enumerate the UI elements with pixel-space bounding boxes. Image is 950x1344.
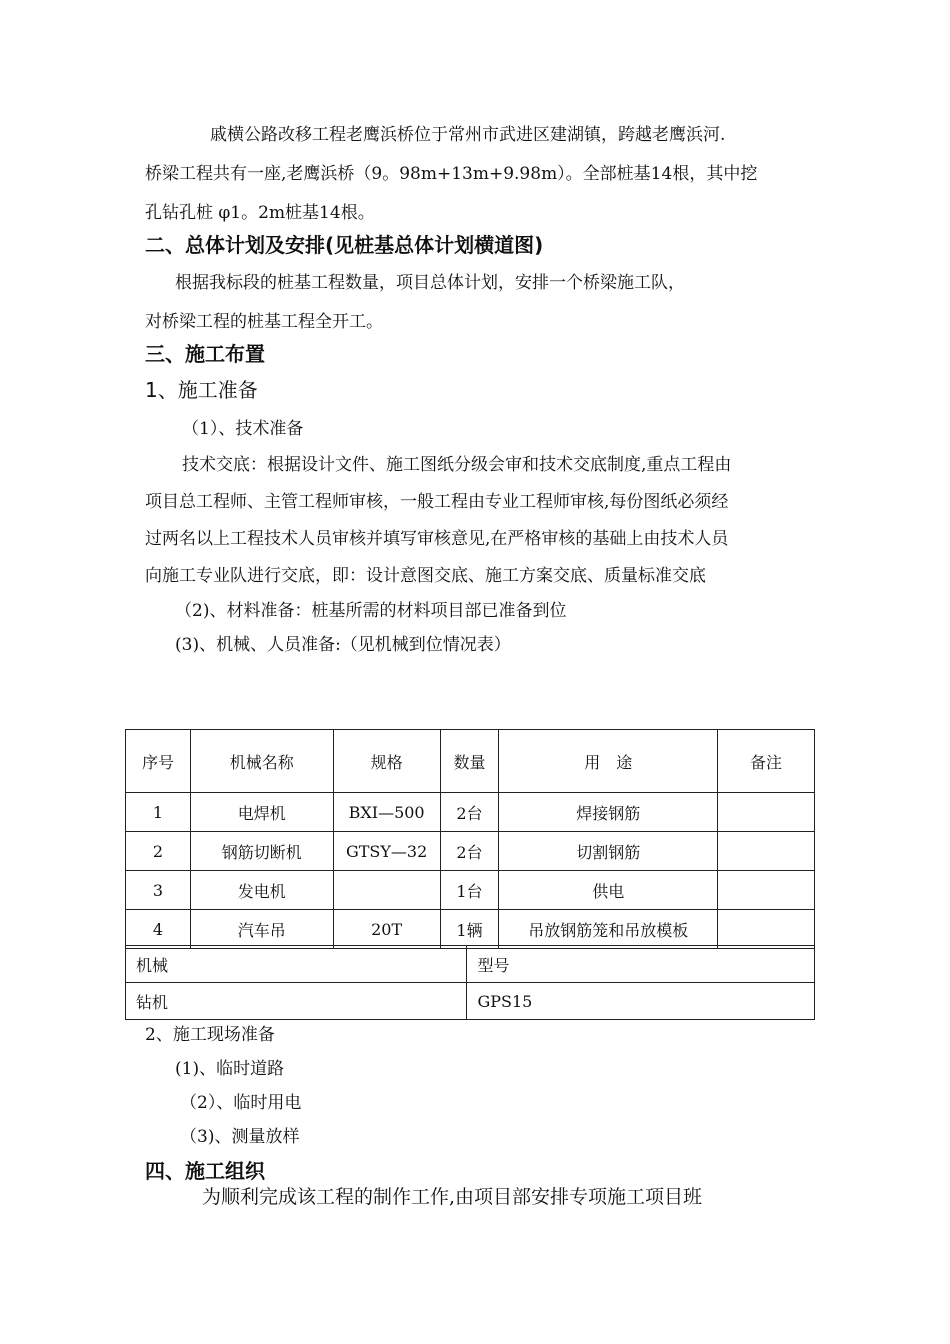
tech-line-2: 项目总工程师、主管工程师审核，一般工程由专业工程师审核,每份图纸必须经 [145,492,729,512]
header-cell: 机械名称 [190,730,333,793]
table-row [126,983,815,1020]
cell: 切割钢筋 [499,832,718,871]
cell: 20T [333,910,440,949]
tech-prep-label: （1）、技术准备 [182,419,304,439]
header-cell: 备注 [718,730,815,793]
tech-line-1: 技术交底：根据设计文件、施工图纸分级会审和技术交底制度,重点工程由 [182,455,732,475]
model-table [125,945,815,1020]
cell: 汽车吊 [190,910,333,949]
section-2-title: 二、总体计划及安排(见桩基总体计划横道图) [145,233,544,257]
cell: 3 [126,871,191,910]
cell: 钢筋切断机 [190,832,333,871]
intro-line-2: 桥梁工程共有一座,老鹰浜桥（9。98m+13m+9.98m）。全部桩基14根，其中挖 [145,164,758,184]
tech-line-3: 过两名以上工程技术人员审核并填写审核意见,在严格审核的基础上由技术人员 [145,529,729,549]
intro-line-3: 孔钻孔桩 φ1。2m桩基14根。 [145,203,375,223]
site-prep-item-3: （3)、测量放样 [180,1127,300,1147]
cell: 2 [126,832,191,871]
cell: 吊放钢筋笼和吊放模板 [499,910,718,949]
cell [718,871,815,910]
section-3-title: 三、施工布置 [145,342,265,366]
cell: 2台 [440,832,499,871]
machine-prep: (3)、机械、人员准备:（见机械到位情况表） [175,635,511,655]
model-table-header [126,946,815,983]
site-prep-title: 2、施工现场准备 [145,1025,275,1045]
cell: 发电机 [190,871,333,910]
table-row [126,832,815,871]
cell: 4 [126,910,191,949]
cell [718,793,815,832]
machine-table [125,729,815,949]
cell: 焊接钢筋 [499,793,718,832]
table-row [126,871,815,910]
cell [718,910,815,949]
section-2-line-2: 对桥梁工程的桩基工程全开工。 [145,312,383,332]
intro-line-1: 戚横公路改移工程老鹰浜桥位于常州市武进区建湖镇，跨越老鹰浜河. [210,125,726,145]
section-3-subtitle-1: 1、施工准备 [145,378,258,402]
cell: 1辆 [440,910,499,949]
cell: 1 [126,793,191,832]
header-cell: 规格 [333,730,440,793]
cell: 1台 [440,871,499,910]
section-2-line-1: 根据我标段的桩基工程数量，项目总体计划，安排一个桥梁施工队， [175,273,685,293]
cell: 供电 [499,871,718,910]
header-cell: 数量 [440,730,499,793]
section-4-line-1: 为顺利完成该工程的制作工作,由项目部安排专项施工项目班 [202,1186,703,1208]
table-row [126,793,815,832]
cell: GTSY—32 [333,832,440,871]
cell: BXI—500 [333,793,440,832]
header-cell: 用 途 [499,730,718,793]
cell [718,832,815,871]
cell: GPS15 [467,983,815,1020]
machine-table-header [126,730,815,793]
table-row [126,910,815,949]
cell: 钻机 [126,983,467,1020]
site-prep-item-1: (1)、临时道路 [175,1059,285,1079]
material-prep: （2)、材料准备：桩基所需的材料项目部已准备到位 [175,601,567,621]
cell: 2台 [440,793,499,832]
header-cell: 机械 [126,946,467,983]
site-prep-item-2: （2）、临时用电 [180,1093,302,1113]
header-cell: 序号 [126,730,191,793]
tech-line-4: 向施工专业队进行交底，即：设计意图交底、施工方案交底、质量标准交底 [145,566,706,586]
section-4-title: 四、施工组织 [145,1159,265,1183]
cell [333,871,440,910]
header-cell: 型号 [467,946,815,983]
cell: 电焊机 [190,793,333,832]
